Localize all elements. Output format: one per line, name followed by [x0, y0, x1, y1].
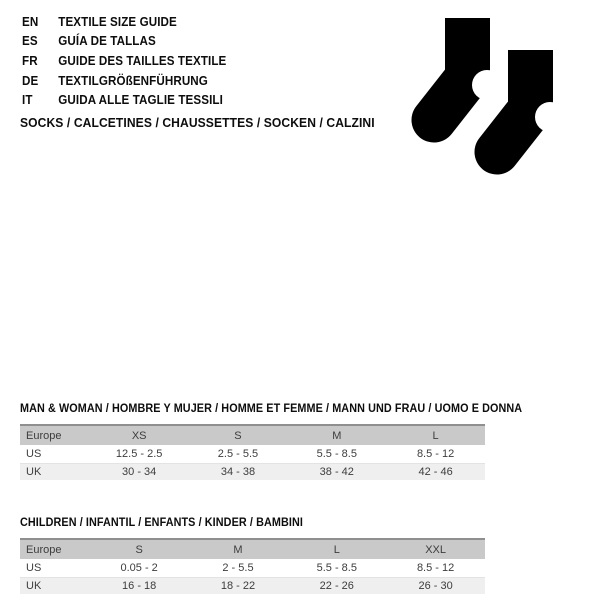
col-header: L [333, 543, 340, 556]
sock-left [434, 18, 502, 120]
language-code: EN [22, 14, 39, 29]
table-title: CHILDREN / INFANTIL / ENFANTS / KINDER / BAMBINI [20, 517, 303, 529]
row-label: UK [26, 465, 42, 478]
size-table-section-man-woman [20, 403, 523, 480]
size-table-children [20, 538, 485, 594]
size-cell: 18 - 22 [220, 579, 256, 592]
size-cell: 5.5 - 8.5 [316, 447, 357, 460]
size-cell: 2.5 - 5.5 [217, 447, 259, 460]
size-table-section-children [20, 517, 485, 594]
row-label: UK [26, 579, 42, 592]
col-header: M [233, 543, 243, 556]
table-row-us [20, 445, 485, 463]
category-title: SOCKS / CALCETINES / CHAUSSETTES / SOCKEN / CALZINI [20, 115, 375, 130]
language-code: ES [22, 34, 38, 49]
size-cell: 26 - 30 [418, 579, 453, 592]
language-label: TEXTILGRÖßENFÜHRUNG [58, 73, 208, 88]
socks-icon-svg [408, 14, 560, 176]
socks-icon [408, 14, 560, 176]
col-header: S [234, 429, 242, 442]
col-header: XS [131, 429, 147, 442]
col-header: L [432, 429, 439, 442]
language-code: DE [22, 73, 39, 88]
language-label: TEXTILE SIZE GUIDE [58, 14, 177, 29]
size-cell: 38 - 42 [319, 465, 354, 478]
table-row-us [20, 559, 485, 577]
size-cell: 8.5 - 12 [416, 561, 455, 574]
size-cell: 16 - 18 [122, 579, 157, 592]
language-row [22, 32, 226, 52]
language-label: GUIDA ALLE TAGLIE TESSILI [58, 93, 223, 108]
col-header: XXL [425, 543, 446, 556]
language-code: FR [22, 53, 38, 68]
size-cell: 30 - 34 [122, 465, 157, 478]
row-label: US [26, 447, 42, 460]
language-code: IT [22, 93, 33, 108]
language-row [22, 71, 226, 91]
row-label: US [26, 561, 42, 574]
col-header: Europe [26, 543, 62, 556]
size-cell: 8.5 - 12 [416, 447, 455, 460]
table-row-uk [20, 463, 485, 480]
language-label: GUÍA DE TALLAS [58, 34, 156, 49]
table-header-row [20, 425, 485, 445]
language-row [22, 51, 226, 71]
language-list [22, 12, 242, 110]
table-header-row [20, 539, 485, 559]
col-header: M [332, 429, 342, 442]
language-row [22, 12, 226, 32]
size-cell: 22 - 26 [319, 579, 354, 592]
table-title: MAN & WOMAN / HOMBRE Y MUJER / HOMME ET FEMME / MANN UND FRAU / UOMO E DONNA [20, 403, 523, 415]
size-table-man-woman [20, 424, 485, 480]
size-cell: 2 - 5.5 [222, 561, 254, 574]
size-cell: 0.05 - 2 [120, 561, 158, 574]
size-cell: 34 - 38 [220, 465, 256, 478]
table-row-uk [20, 577, 485, 594]
sock-right [497, 50, 560, 152]
language-row [22, 90, 226, 110]
col-header: Europe [26, 429, 62, 442]
col-header: S [135, 543, 143, 556]
size-cell: 5.5 - 8.5 [316, 561, 357, 574]
size-cell: 42 - 46 [418, 465, 453, 478]
language-label: GUIDE DES TAILLES TEXTILE [58, 53, 227, 68]
size-cell: 12.5 - 2.5 [115, 447, 163, 460]
